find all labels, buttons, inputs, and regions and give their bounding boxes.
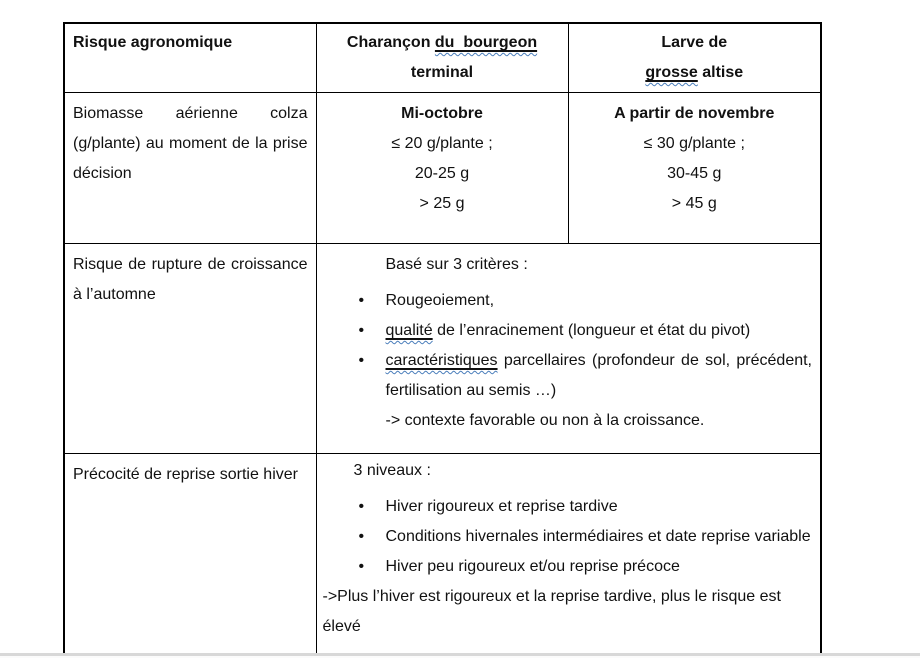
rupture-conclusion: -> contexte favorable ou non à la croissance. (385, 412, 705, 429)
row-rupture-croissance (64, 244, 821, 454)
header-cell-charancon (316, 23, 568, 93)
header-cell-larve-altise (568, 23, 821, 93)
list-item (323, 346, 817, 406)
precocite-label-text: Précocité de reprise sortie hiver (73, 466, 298, 483)
header-charancon-line2: terminal (410, 64, 474, 81)
list-item (323, 286, 813, 316)
threshold-line: 20-25 g (414, 165, 470, 182)
spellcheck-underlined-text: caractéristiques (385, 352, 498, 369)
rupture-intro: Basé sur 3 critères : (385, 256, 528, 273)
bullet-text: Hiver peu rigoureux et/ou reprise précoce (385, 558, 680, 575)
cell-biomasse-label (64, 93, 316, 244)
spellcheck-underlined-text: qualité (385, 322, 433, 339)
bullet-icon (359, 286, 386, 316)
bullet-icon (359, 492, 386, 522)
spellcheck-underlined-text: du bourgeon (434, 34, 538, 51)
bullet-text: parcellaires (profondeur de sol, précédent, fertilisation au semis …) (385, 352, 817, 399)
cell-precocite-content (316, 454, 821, 658)
cell-precocite-label (64, 454, 316, 658)
threshold-line: 30-45 g (667, 165, 722, 182)
bullet-icon (359, 552, 386, 582)
spellcheck-underlined-text: grosse (645, 64, 698, 81)
row-biomasse (64, 93, 821, 244)
threshold-line: ≤ 30 g/plante ; (643, 135, 745, 152)
cell-biomasse-altise (568, 93, 821, 244)
threshold-line: > 25 g (419, 195, 465, 212)
bullet-text: Hiver rigoureux et reprise tardive (385, 498, 618, 515)
cell-rupture-label (64, 244, 316, 454)
header-label-risque-agronomique: Risque agronomique (73, 34, 233, 51)
header-cell-risque-agronomique (64, 23, 316, 93)
precocite-intro: 3 niveaux : (353, 462, 431, 479)
biomasse-charancon-title: Mi-octobre (401, 105, 483, 122)
bullet-text: de l’enracinement (longueur et état du pivot) (432, 322, 751, 339)
bullet-icon (359, 316, 386, 346)
risk-table (63, 22, 822, 658)
threshold-line: > 45 g (671, 195, 717, 212)
rupture-label-text: Risque de rupture de croissance à l’automne (73, 256, 308, 303)
cell-biomasse-charancon (316, 93, 568, 244)
list-item (323, 316, 813, 346)
bullet-text: Conditions hivernales intermédiaires et date reprise variable (385, 528, 811, 545)
threshold-line: ≤ 20 g/plante ; (391, 135, 493, 152)
header-charancon-line1: Charançon du bourgeon (346, 34, 538, 51)
cell-rupture-content (316, 244, 821, 454)
bullet-icon (359, 522, 386, 552)
biomasse-label-text: Biomasse aérienne colza (g/plante) au moment de la prise décision (73, 105, 308, 182)
bullet-icon (359, 346, 386, 376)
biomasse-altise-title: A partir de novembre (614, 105, 775, 122)
header-altise-line1: Larve de (661, 34, 728, 51)
precocite-conclusion: ->Plus l’hiver est rigoureux et la reprise tardive, plus le risque est élevé (322, 588, 781, 635)
list-item (323, 492, 813, 522)
list-item (323, 522, 813, 552)
header-altise-line2: grosse altise (645, 64, 744, 81)
list-item (323, 552, 813, 582)
bullet-text: Rougeoiement, (385, 292, 495, 309)
row-precocite-reprise (64, 454, 821, 658)
table-header-row (64, 23, 821, 93)
